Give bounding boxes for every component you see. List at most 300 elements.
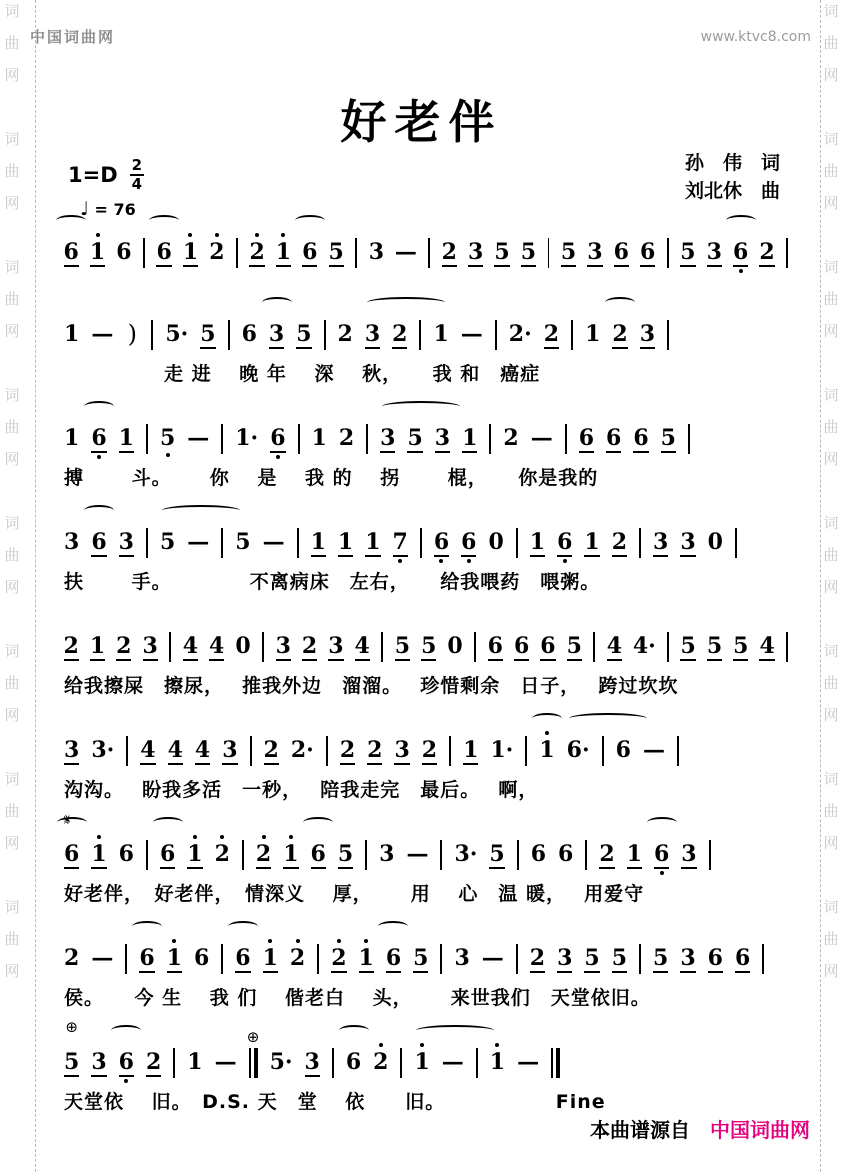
note-token xyxy=(579,410,594,462)
note-ornaments xyxy=(160,514,175,529)
note-ornaments xyxy=(302,618,316,633)
note-ornaments xyxy=(346,1034,361,1049)
note-token xyxy=(567,618,581,670)
note-number: 6 xyxy=(91,529,107,555)
note-number: 6 xyxy=(540,633,556,659)
note-token xyxy=(339,410,354,460)
note-number: 3 xyxy=(680,945,696,971)
music-system-5 xyxy=(64,618,788,698)
note-number: 3 xyxy=(653,529,669,555)
slur-arc xyxy=(56,215,86,226)
note-number: 4 xyxy=(209,633,225,659)
note-number: 1 xyxy=(626,841,642,867)
octave-dot-low xyxy=(97,455,101,459)
octave-dot-low xyxy=(467,559,471,563)
note-ornaments-low xyxy=(739,267,743,276)
page-border-right xyxy=(820,0,821,1172)
note-ornaments xyxy=(681,618,695,633)
note-ornaments xyxy=(462,410,477,425)
site-url: www.ktvc8.com xyxy=(700,29,811,45)
credits xyxy=(685,149,780,205)
note-number: 6 xyxy=(734,945,751,971)
barline xyxy=(365,840,367,870)
note-token xyxy=(640,306,655,358)
note-ornaments xyxy=(139,930,154,945)
note-token xyxy=(235,410,258,460)
note-number: 6 xyxy=(63,239,79,265)
note-ornaments xyxy=(365,306,380,321)
note-number: 6 xyxy=(64,841,80,867)
octave-dot-high xyxy=(379,1043,383,1047)
note-token xyxy=(369,224,383,274)
barline xyxy=(146,528,148,558)
note-number: 6 xyxy=(345,1049,362,1075)
note-ornaments xyxy=(521,224,535,239)
barline xyxy=(449,736,451,766)
note-number: 0 xyxy=(707,529,723,555)
note-token xyxy=(394,722,409,774)
barline xyxy=(639,944,641,974)
note-token xyxy=(183,224,197,276)
octave-dot-high xyxy=(215,233,219,237)
note-number: 5 xyxy=(337,841,354,867)
note-ornaments xyxy=(369,224,383,239)
note-ornaments xyxy=(183,618,197,633)
note-number: 5 xyxy=(296,321,312,347)
note-number: 1 xyxy=(64,425,80,451)
note-token xyxy=(160,514,175,564)
note-number: 5 xyxy=(407,425,423,451)
note-ornaments xyxy=(64,410,79,425)
note-number: 5 xyxy=(560,239,577,265)
note-ornaments xyxy=(263,930,278,945)
note-token xyxy=(340,722,355,774)
note-ornaments xyxy=(303,224,317,239)
note-number: 1· xyxy=(235,425,259,451)
credit-lyricist: 孙 伟 词 xyxy=(684,152,780,174)
note-ornaments xyxy=(735,930,750,945)
note-number: 1 xyxy=(275,239,292,265)
note-number: 3 xyxy=(680,529,696,555)
note-token xyxy=(140,722,155,774)
octave-dot-high xyxy=(172,939,176,943)
note-token xyxy=(168,722,183,774)
note-number: 5 xyxy=(566,633,582,659)
barline xyxy=(516,944,518,974)
note-ornaments xyxy=(414,1034,429,1049)
octave-dot-high xyxy=(364,939,368,943)
barline xyxy=(125,944,127,974)
note-token xyxy=(331,930,346,982)
note-ornaments xyxy=(393,514,408,529)
note-ornaments xyxy=(256,826,271,841)
note-number: 2 xyxy=(599,841,615,867)
notes-line xyxy=(64,1018,788,1086)
note-number: 4· xyxy=(632,633,656,659)
note-ornaments xyxy=(236,618,250,633)
note-number: 3 xyxy=(380,425,396,451)
note-ornaments xyxy=(433,306,448,321)
octave-dot-high xyxy=(289,835,293,839)
note-number: 2 xyxy=(263,737,279,763)
slur-arc xyxy=(262,297,292,308)
note-token xyxy=(407,410,422,462)
barline xyxy=(381,632,383,662)
note-token xyxy=(210,224,224,274)
note-ornaments xyxy=(413,930,428,945)
note-number: 2 xyxy=(529,945,546,971)
note-token xyxy=(760,618,774,670)
note-ornaments xyxy=(488,618,502,633)
note-token xyxy=(256,826,271,878)
note-ornaments xyxy=(461,306,483,321)
note-number: 6 xyxy=(116,239,132,265)
note-number: 5 xyxy=(584,945,600,971)
note-number: 2 xyxy=(612,321,628,347)
note-ornaments xyxy=(708,930,723,945)
note-token xyxy=(365,306,380,358)
note-token xyxy=(616,722,631,772)
note-ornaments xyxy=(448,618,462,633)
note-ornaments xyxy=(276,224,290,239)
note-ornaments xyxy=(394,722,409,737)
note-token xyxy=(276,618,290,670)
note-token xyxy=(461,514,476,566)
lyrics-line: 侯。 今 生 我 们 偕老白 头， 来世我们 天堂依旧。 xyxy=(64,987,651,1009)
note-number: ) xyxy=(127,320,137,348)
barline xyxy=(400,1048,402,1078)
note-number: 4 xyxy=(606,633,623,659)
note-number: 1 xyxy=(262,945,278,971)
octave-dot-low xyxy=(660,871,664,875)
note-ornaments xyxy=(91,410,106,425)
note-ornaments xyxy=(311,514,326,529)
note-ornaments xyxy=(296,306,311,321)
barline xyxy=(366,424,368,454)
note-token xyxy=(386,930,401,982)
note-ornaments xyxy=(64,930,79,945)
note-token xyxy=(406,826,428,876)
note-number: 1 xyxy=(539,737,555,763)
note-ornaments xyxy=(561,224,575,239)
note-number: 4 xyxy=(759,633,775,659)
note-ornaments xyxy=(146,1034,161,1049)
key-tempo-block xyxy=(68,158,144,220)
note-ornaments xyxy=(530,514,545,529)
note-ornaments xyxy=(64,722,79,737)
note-ornaments xyxy=(612,306,627,321)
note-token xyxy=(367,722,382,774)
note-number: 6 xyxy=(578,425,595,451)
note-ornaments xyxy=(90,618,104,633)
octave-dot-low xyxy=(398,559,402,563)
note-token xyxy=(680,930,695,982)
octave-dot-high xyxy=(262,835,266,839)
note-token xyxy=(606,410,621,462)
note-token xyxy=(139,930,154,982)
note-token xyxy=(435,410,450,462)
note-number: 1 xyxy=(310,529,326,555)
note-ornaments xyxy=(495,224,509,239)
note-ornaments xyxy=(634,618,655,633)
barline xyxy=(221,944,223,974)
note-ornaments xyxy=(331,930,346,945)
note-ornaments xyxy=(612,930,627,945)
note-token xyxy=(490,1034,505,1084)
note-token xyxy=(539,722,554,772)
note-ornaments xyxy=(91,826,106,841)
note-token xyxy=(338,514,353,566)
octave-dot-high xyxy=(545,731,549,735)
note-number: 3 xyxy=(64,529,80,555)
note-number: 1 xyxy=(89,239,106,265)
note-ornaments xyxy=(627,826,642,841)
note-ornaments xyxy=(489,826,504,841)
note-ornaments xyxy=(276,618,290,633)
note-ornaments xyxy=(215,826,230,841)
note-token xyxy=(91,306,113,356)
note-ornaments xyxy=(143,618,157,633)
note-number: 5 xyxy=(653,945,669,971)
note-token xyxy=(380,410,395,462)
note-number: 5 xyxy=(413,945,429,971)
note-token xyxy=(640,224,654,276)
note-ornaments-low xyxy=(398,557,402,566)
note-token xyxy=(612,930,627,982)
watermark-text: 词 曲 网 xyxy=(4,130,20,212)
octave-dot-low xyxy=(124,1079,128,1083)
note-number: 5 xyxy=(680,239,696,265)
note-number: 5 xyxy=(394,633,411,659)
note-number: 6 xyxy=(732,239,749,265)
octave-dot-high xyxy=(220,835,224,839)
slur-arc xyxy=(303,817,333,828)
note-token xyxy=(296,306,311,358)
note-ornaments xyxy=(338,514,353,529)
note-ornaments xyxy=(681,826,696,841)
music-system-6 xyxy=(64,722,788,802)
note-ornaments xyxy=(733,224,747,239)
slur-arc xyxy=(57,817,87,828)
note-ornaments xyxy=(463,722,478,737)
note-token xyxy=(633,410,648,462)
octave-dot-high xyxy=(495,1043,499,1047)
note-number: 1 xyxy=(414,1049,430,1075)
note-token xyxy=(117,224,131,274)
note-number: 0 xyxy=(447,633,463,659)
note-number: 6 xyxy=(613,239,629,265)
music-system-4 xyxy=(64,514,788,594)
slur-arc xyxy=(339,1025,369,1036)
note-number: 3 xyxy=(268,321,285,347)
note-number: — xyxy=(460,321,483,347)
note-ornaments xyxy=(599,826,614,841)
note-token xyxy=(681,224,695,276)
barline xyxy=(667,632,669,662)
barline xyxy=(324,320,326,350)
watermark-text: 词 曲 网 xyxy=(823,514,839,596)
note-number: 3 xyxy=(379,841,395,867)
note-ornaments xyxy=(329,618,343,633)
note-ornaments xyxy=(490,722,513,737)
barline xyxy=(332,1048,334,1078)
watermark-text: 词 曲 网 xyxy=(823,898,839,980)
note-number: — xyxy=(406,841,429,867)
note-number: — xyxy=(91,945,114,971)
note-token xyxy=(567,722,590,772)
note-ornaments xyxy=(270,410,285,425)
note-ornaments xyxy=(434,514,449,529)
note-token xyxy=(607,618,621,670)
note-token xyxy=(215,1034,237,1084)
watermark-text: 词 曲 网 xyxy=(4,4,20,84)
note-number: 6 xyxy=(118,1049,134,1075)
note-number: 1 xyxy=(89,633,106,659)
note-number: 6 xyxy=(513,633,530,659)
octave-dot-high xyxy=(281,233,285,237)
note-token xyxy=(291,722,314,772)
note-token xyxy=(482,930,504,980)
note-number: 1 xyxy=(91,841,107,867)
note-ornaments xyxy=(640,224,654,239)
note-token xyxy=(488,514,503,564)
note-number: 2 xyxy=(611,529,627,555)
note-number: 6· xyxy=(566,737,590,763)
barline xyxy=(297,528,299,558)
note-ornaments xyxy=(557,930,572,945)
coda-icon: ⊕ xyxy=(65,1018,78,1036)
slur-arc xyxy=(132,921,162,932)
note-number: — xyxy=(441,1049,464,1075)
note-token xyxy=(157,224,171,276)
note-number: 5 xyxy=(421,633,437,659)
barline xyxy=(688,424,690,454)
note-ornaments xyxy=(760,224,774,239)
note-ornaments-low xyxy=(124,1077,128,1086)
note-ornaments xyxy=(270,1034,293,1049)
note-number: 4 xyxy=(167,737,183,763)
note-ornaments xyxy=(541,618,555,633)
barline xyxy=(489,424,491,454)
note-token xyxy=(64,514,79,564)
note-ornaments xyxy=(588,224,602,239)
note-token xyxy=(263,514,285,564)
barline xyxy=(517,840,519,870)
octave-dot-low xyxy=(439,559,443,563)
note-ornaments xyxy=(654,826,669,841)
note-token xyxy=(414,1034,429,1084)
note-ornaments-low xyxy=(276,453,280,462)
note-number: 4 xyxy=(194,737,211,763)
note-number: 6 xyxy=(557,529,573,555)
note-token xyxy=(90,224,104,276)
note-token xyxy=(734,618,748,670)
note-ornaments xyxy=(210,618,224,633)
note-token xyxy=(119,826,134,876)
note-number: 6 xyxy=(640,239,656,265)
note-ornaments xyxy=(91,306,113,321)
note-ornaments-low xyxy=(97,453,101,462)
note-token xyxy=(462,410,477,462)
barline xyxy=(126,736,128,766)
notes-line xyxy=(64,306,788,358)
note-number: 2 xyxy=(337,321,353,347)
note-ornaments xyxy=(168,722,183,737)
note-token xyxy=(557,930,572,982)
note-ornaments xyxy=(707,224,721,239)
note-ornaments xyxy=(643,722,665,737)
note-token xyxy=(627,826,642,878)
note-token xyxy=(509,306,532,356)
note-number: 1 xyxy=(462,425,478,451)
note-number: 6 xyxy=(139,945,155,971)
note-token xyxy=(91,1034,106,1086)
note-token xyxy=(117,618,131,670)
note-ornaments xyxy=(380,410,395,425)
tempo-marking: ♩ = 76 xyxy=(80,198,136,220)
note-ornaments xyxy=(396,224,417,239)
note-token xyxy=(276,224,290,276)
note-number: 1 xyxy=(529,529,546,555)
note-ornaments xyxy=(291,722,314,737)
note-number: 2 xyxy=(63,633,79,659)
note-number: — xyxy=(642,737,665,763)
barline xyxy=(419,320,421,350)
note-number: 0 xyxy=(235,633,251,659)
note-number: 5 xyxy=(235,529,251,555)
note-ornaments xyxy=(379,826,394,841)
watermark-text: 词 曲 网 xyxy=(4,258,20,340)
note-token xyxy=(215,826,230,876)
note-token xyxy=(64,306,79,356)
note-ornaments xyxy=(160,826,175,841)
note-number: 1· xyxy=(490,737,514,763)
note-number: 6 xyxy=(606,425,622,451)
slur-arc xyxy=(295,215,325,226)
note-ornaments xyxy=(567,722,590,737)
barline xyxy=(565,424,567,454)
watermark-text: 词 曲 网 xyxy=(4,386,20,468)
note-number: 6 xyxy=(310,841,326,867)
note-token xyxy=(395,618,409,670)
note-ornaments xyxy=(616,722,631,737)
note-number: 3 xyxy=(222,737,238,763)
note-token xyxy=(634,618,655,668)
barline xyxy=(786,632,788,662)
barline xyxy=(236,238,238,268)
note-ornaments xyxy=(386,930,401,945)
note-number: 2 xyxy=(214,841,230,867)
note-number: 6 xyxy=(633,425,649,451)
barline xyxy=(298,424,300,454)
barline xyxy=(440,840,442,870)
watermark-text: 词 曲 网 xyxy=(823,642,839,724)
note-token xyxy=(442,224,456,276)
note-number: 5· xyxy=(269,1049,293,1075)
footer-site-link[interactable]: 中国词曲网 xyxy=(710,1118,810,1142)
note-number: 1 xyxy=(187,841,203,867)
watermark-text: 词 曲 网 xyxy=(823,770,839,852)
slur-arc xyxy=(149,215,179,226)
coda-icon: ⊕ xyxy=(246,1028,260,1046)
music-system-9 xyxy=(64,1018,788,1114)
note-number: 3 xyxy=(368,239,385,265)
note-ornaments xyxy=(242,306,257,321)
note-number: 2 xyxy=(255,841,272,867)
note-number: 1 xyxy=(118,425,134,451)
watermark-text: 词 曲 网 xyxy=(4,770,20,852)
note-ornaments xyxy=(585,306,600,321)
